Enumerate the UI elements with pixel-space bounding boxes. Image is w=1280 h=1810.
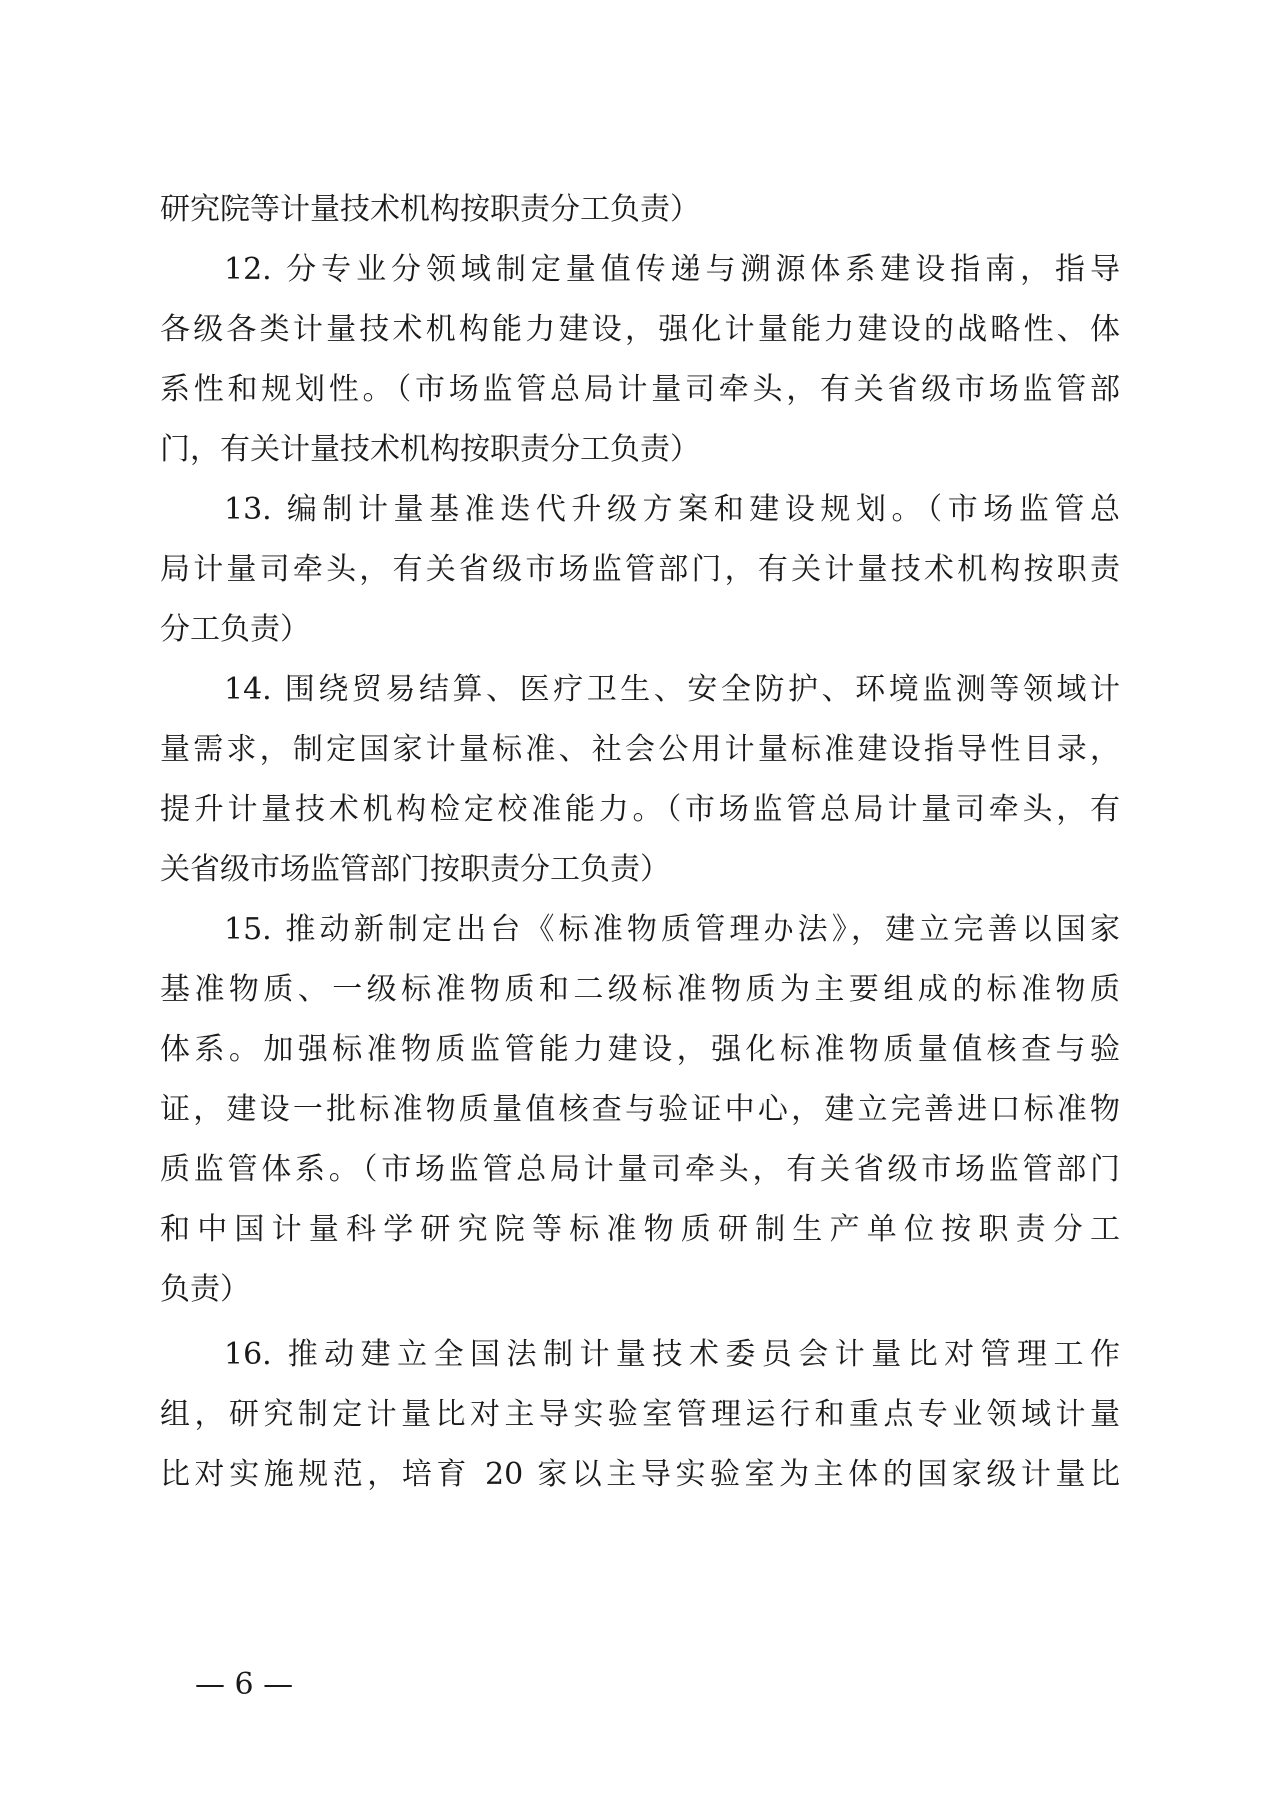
paragraph-line: 量需求，制定国家计量标准、社会公用计量标准建设指导性目录， (160, 732, 1120, 767)
paragraph-line: 比对实施规范，培育 20 家以主导实验室为主体的国家级计量比 (160, 1457, 1120, 1492)
paragraph-line: 体系。加强标准物质监管能力建设，强化标准物质量值核查与验 (160, 1032, 1120, 1067)
paragraph-line: 系性和规划性。（市场监管总局计量司牵头，有关省级市场监管部 (160, 372, 1120, 407)
page-number: — 6 — (195, 1667, 294, 1702)
paragraph-line: 负责） (160, 1272, 250, 1307)
paragraph-line: 证，建设一批标准物质量值核查与验证中心，建立完善进口标准物 (160, 1092, 1120, 1127)
paragraph-line: 分工负责） (160, 612, 310, 647)
paragraph-line: 16. 推动建立全国法制计量技术委员会计量比对管理工作 (224, 1337, 1120, 1372)
paragraph-line: 关省级市场监管部门按职责分工负责） (160, 852, 670, 887)
paragraph-line: 13. 编制计量基准迭代升级方案和建设规划。（市场监管总 (224, 492, 1120, 527)
paragraph-line: 15. 推动新制定出台《标准物质管理办法》，建立完善以国家 (224, 912, 1120, 947)
paragraph-line: 门，有关计量技术机构按职责分工负责） (160, 432, 700, 467)
paragraph-line: 各级各类计量技术机构能力建设，强化计量能力建设的战略性、体 (160, 312, 1120, 347)
paragraph-line: 14. 围绕贸易结算、医疗卫生、安全防护、环境监测等领域计 (224, 672, 1120, 707)
paragraph-line: 和中国计量科学研究院等标准物质研制生产单位按职责分工 (160, 1212, 1120, 1247)
paragraph-line: 质监管体系。（市场监管总局计量司牵头，有关省级市场监管部门 (160, 1152, 1120, 1187)
paragraph-line: 研究院等计量技术机构按职责分工负责） (160, 192, 700, 227)
paragraph-line: 提升计量技术机构检定校准能力。（市场监管总局计量司牵头，有 (160, 792, 1120, 827)
paragraph-line: 基准物质、一级标准物质和二级标准物质为主要组成的标准物质 (160, 972, 1120, 1007)
paragraph-line: 局计量司牵头，有关省级市场监管部门，有关计量技术机构按职责 (160, 552, 1120, 587)
paragraph-line: 12. 分专业分领域制定量值传递与溯源体系建设指南，指导 (224, 252, 1120, 287)
paragraph-line: 组，研究制定计量比对主导实验室管理运行和重点专业领域计量 (160, 1397, 1120, 1432)
